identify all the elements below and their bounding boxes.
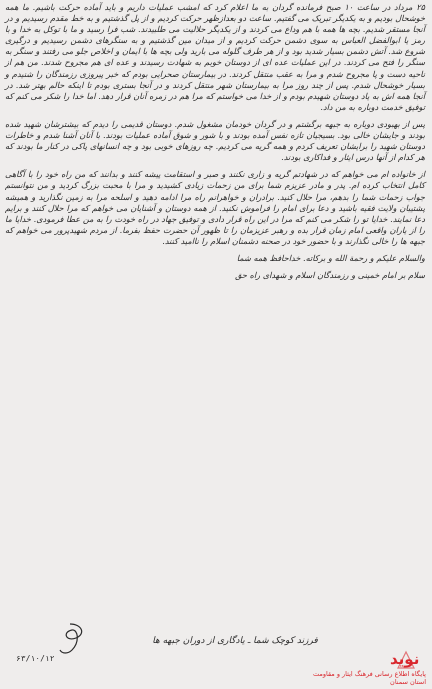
site-watermark [278, 650, 428, 686]
letter-paragraph: پس از بهبودی دوباره به جبهه برگشتم و در گردان خودمان مشغول شدم. دوستان قدیمی را دیدم که بیشترشان شهید شده بودند و جایشان خالی بود. بسیجیان تازه نفس آمده بودند و با شور و شوق آماده عملیات بودند. با آنان آشنا شدم و خاطرات دوستان شهید را برایشان تعریف کردم و همه گریه می کردیم. چه روزهای خوبی بود و چه انسانهای پاکی در کنار ما بودند که هر کدام از آنها درس ایثار و فداکاری بودند. [5, 118, 425, 163]
watermark-province: استان سمنان [390, 678, 426, 686]
letter-paragraph: از خانواده ام می خواهم که در شهادتم گریه و زاری نکنند و صبر و استقامت پیشه کنند و بدانند که من راه خود را با آگاهی کامل انتخاب کرده ام. پدر و مادر عزیزم شما برای من زحمات زیادی کشیدید و مرا با محبت بزرگ کردید و من نتوانستم جواب زحمات شما را بدهم، مرا حلال کنید. برادران و خواهرانم راه مرا ادامه دهید و اسلحه مرا به زمین نگذارید و همیشه پشتیبان ولایت فقیه باشید و دعا برای امام را فراموش نکنید. از همه دوستان و آشنایان می خواهم که مرا حلال کنند و برایم دعا نمایند. خدایا تو را شکر می کنم که مرا در این راه قرار دادی و توفیق جهاد در راه خودت را به من عطا فرمودی. خدایا ما را از یاران واقعی امام زمان قرار بده و رهبر عزیزمان را تا ظهور آن حضرت حفظ بفرما. از مردم شهیدپرور می خواهم که جبهه ها را خالی نگذارند و با حضور خود در صحنه دشمنان اسلام را ناامید کنند. [5, 169, 425, 246]
letter-paragraph: ۲۵ مرداد در ساعت ۱۰ صبح فرمانده گردان به ما اعلام کرد که امشب عملیات داریم و باید آماده حرکت باشیم. ما همه خوشحال بودیم و به یکدیگر تبریک می گفتیم. ساعت دو بعدازظهر حرکت کردیم و از پل گذشتیم و به خط مقدم رسیدیم و در آنجا مستقر شدیم. بچه ها همه با هم وداع می کردند و از یکدیگر حلالیت می طلبیدند. شب فرا رسید و ما با توکل به خدا و با رمز یا ابوالفضل العباس به سوی دشمن حرکت کردیم و از میدان مین گذشتیم و به سنگرهای دشمن رسیدیم و درگیری شروع شد. آتش دشمن بسیار شدید بود و از هر طرف گلوله می بارید ولی بچه ها با ایمان و اخلاص جلو می رفتند و سنگر به سنگر را فتح می کردند. در این عملیات عده ای از دوستان خوبم به شهادت رسیدند و عده ای هم مجروح شدند. من هم از ناحیه دست و پا مجروح شدم و مرا به عقب منتقل کردند. در بیمارستان صحرایی بودم که خبر پیروزی رزمندگان را شنیدم و بسیار خوشحال شدم. پس از چند روز مرا به بیمارستان شهر منتقل کردند و در آنجا بستری بودم تا اینکه حالم بهتر شد. در آنجا همه اش به یاد دوستان شهیدم بودم و از خدا می خواستم که مرا هم در زمره آنان قرار دهد. اما خدا را شکر می کنم که توفیق خدمت دوباره به من داد. [5, 2, 425, 112]
watermark-subtitle: پایگاه اطلاع رسانی فرهنگ ایثار و مقاومت [313, 670, 426, 678]
closing-line: سلام بر امام خمینی و رزمندگان اسلام و شهدای راه حق [235, 270, 425, 281]
letter-date: ۶۳/۱۰/۱۲ [16, 654, 55, 663]
letter-paragraph: والسلام علیکم و رحمة الله و برکاته. خداحافظ همه شما [236, 252, 425, 263]
watermark-title: نوید [390, 650, 420, 668]
signoff-line: فرزند کوچک شما ـ یادگاری از دوران جبهه ها [152, 636, 318, 646]
signature-icon [52, 620, 92, 660]
handwritten-letter-body [5, 2, 425, 281]
